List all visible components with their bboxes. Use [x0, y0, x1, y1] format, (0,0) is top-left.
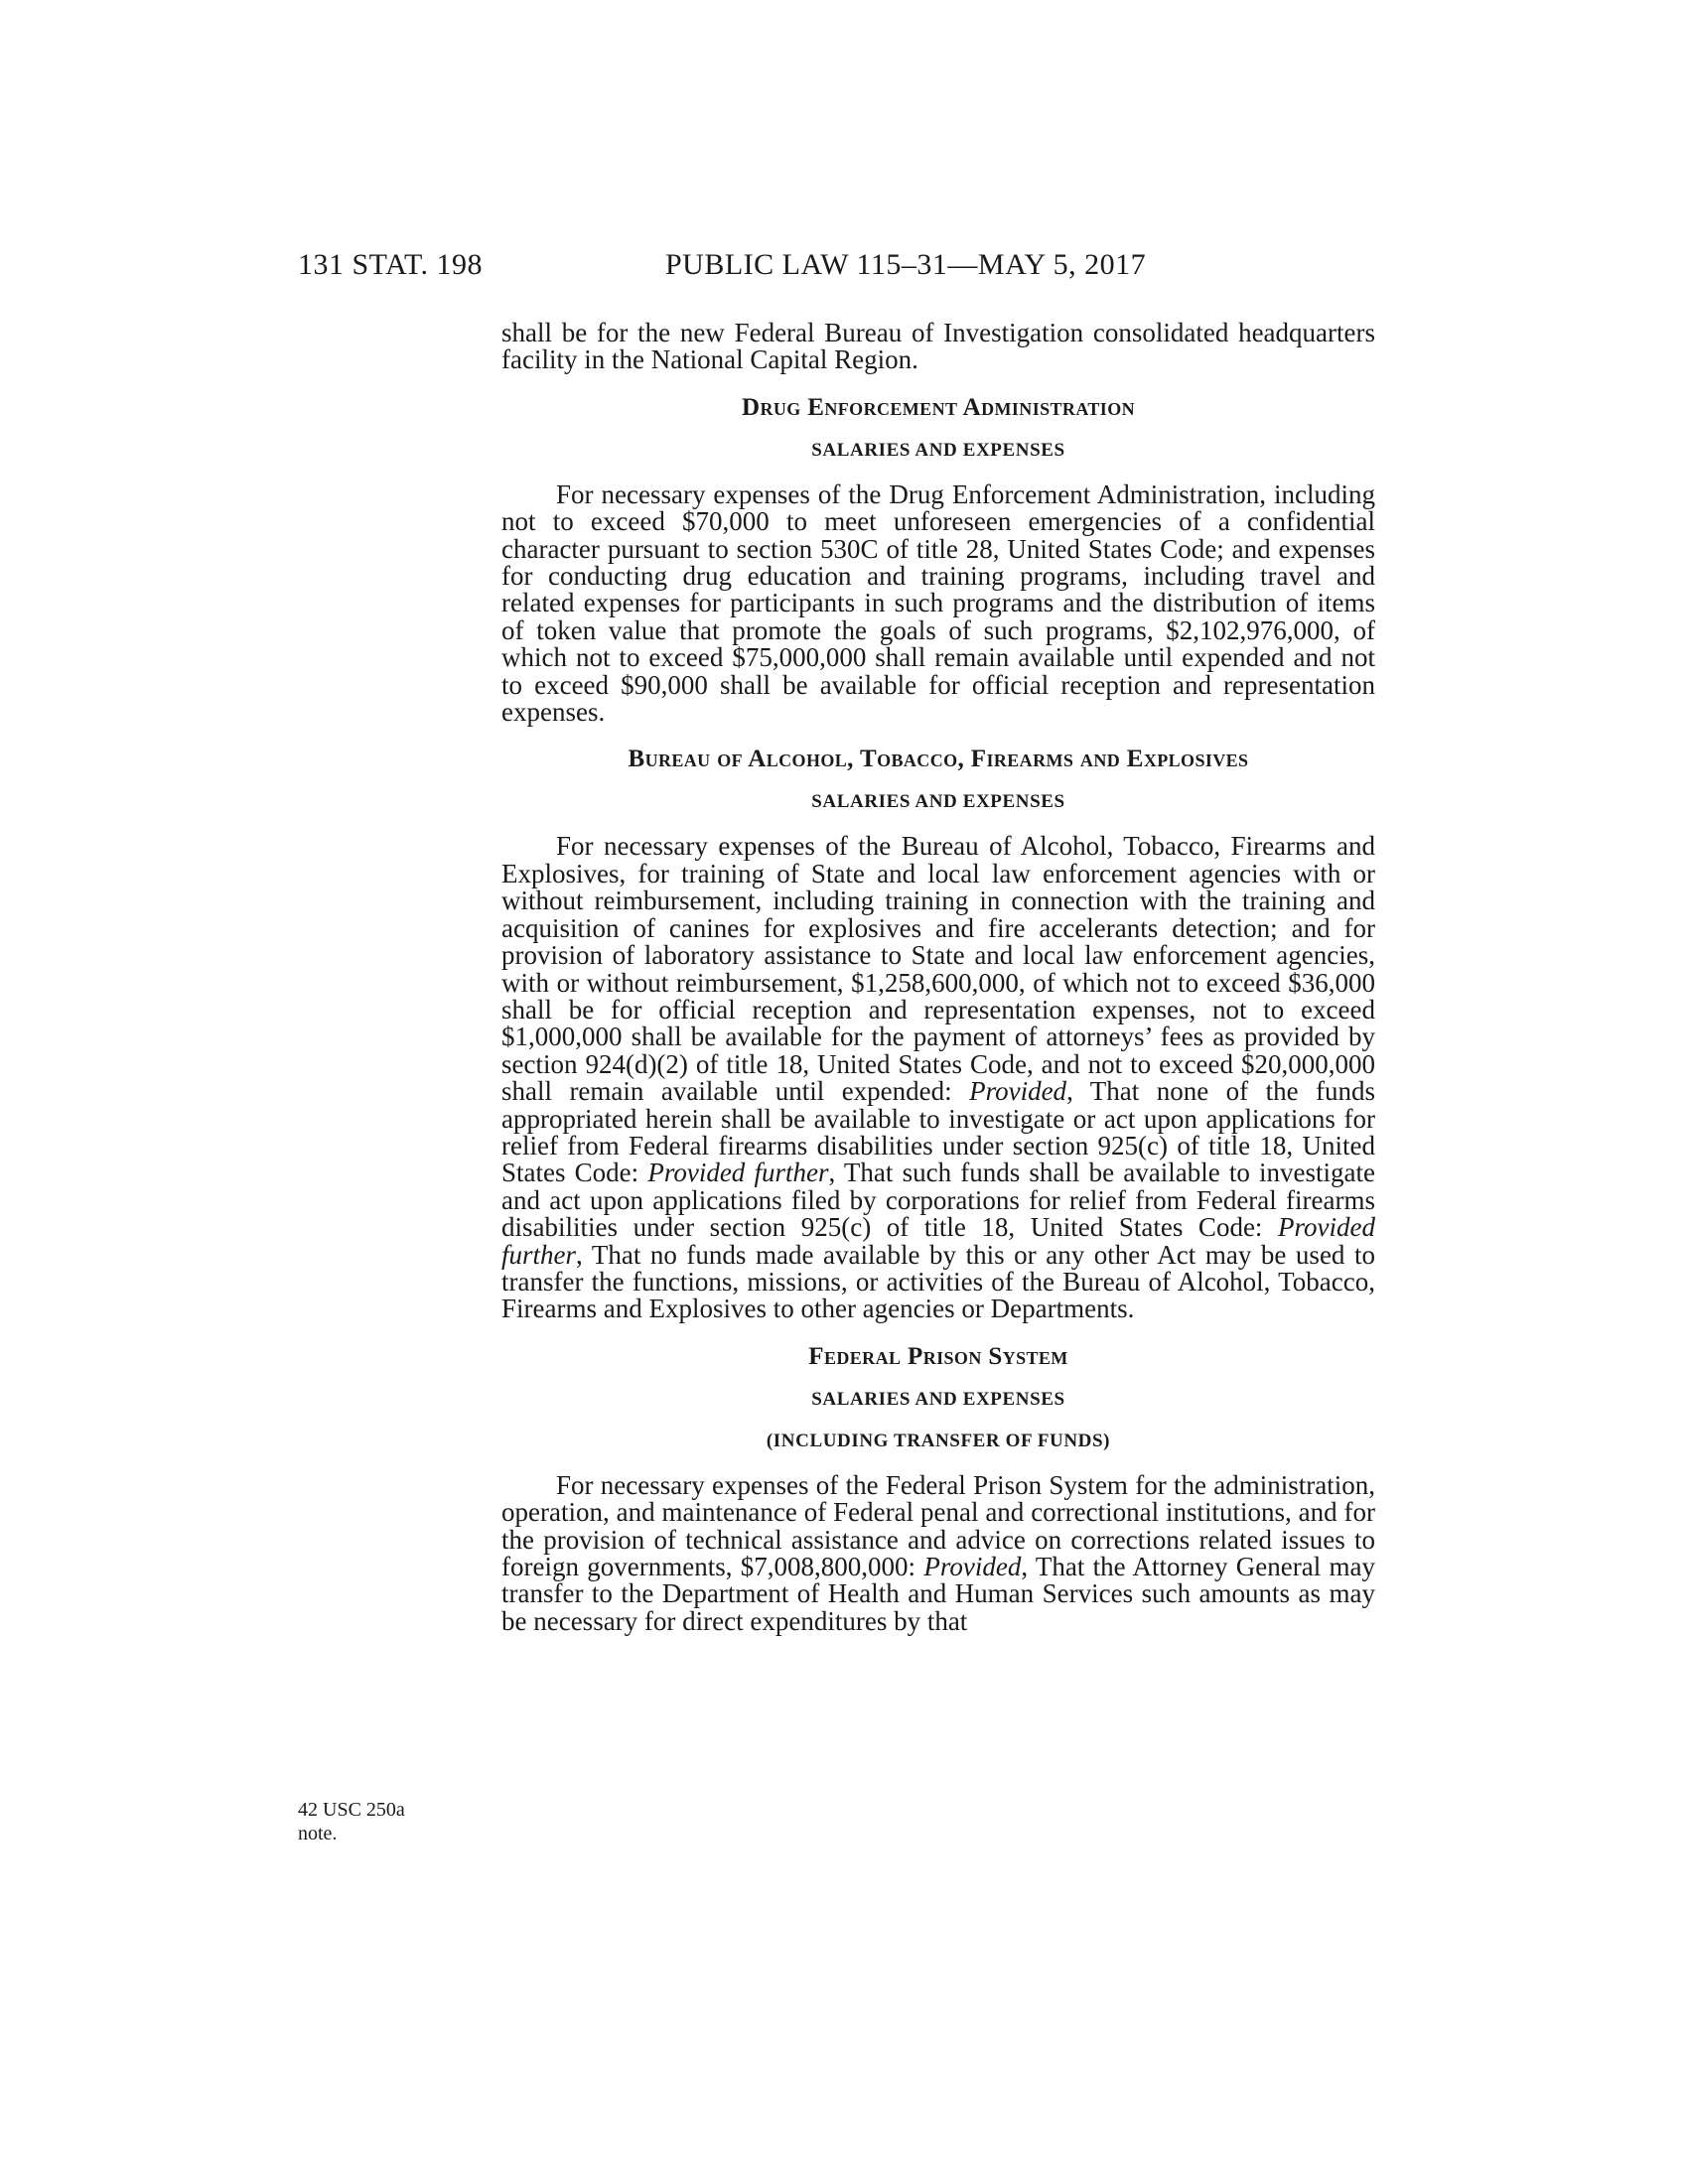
margin-note: [298, 1798, 457, 1845]
bop-proviso-1: Provided: [923, 1552, 1022, 1581]
atf-text-1: For necessary expenses of the Bureau of Alcohol, Tobacco, Firearms and Explosives, for training of State and local law enforcement agencies with or without reimbursement, including training in connection with the training and acquisition of canines for explosives and fire accelerants detection; and for provision of laboratory assistance to State and local law enforcement agencies, with or without reimbursement, $1,258,600,000, of which not to exceed $36,000 shall be for official reception and representation expenses, not to exceed $1,000,000 shall be available for the payment of attorneys’ fees as provided by section 924(d)(2) of title 18, United States Code, and not to exceed $20,000,000 shall remain available until expended:: [501, 831, 1375, 1107]
atf-subheading: SALARIES AND EXPENSES: [811, 791, 1065, 813]
dea-heading: Drug Enforcement Administration: [742, 393, 1135, 421]
margin-note-citation: 42 USC 250a: [298, 1799, 405, 1821]
atf-proviso-1: Provided: [969, 1076, 1067, 1107]
statute-body: [501, 320, 1375, 1635]
bop-subheading: SALARIES AND EXPENSES: [811, 1388, 1065, 1410]
atf-text-3: , That such funds shall be available to investigate and act upon applications filed by corporations for relief from Federal firearms disabilities under section 925(c) of title 18, United States Code:: [501, 1158, 1376, 1243]
bop-text-1: For necessary expenses of the Federal Prison System for the administration, operation, and maintenance of Federal penal and correctional institutions, and for the provision of technical assistance and advice on corrections related issues to foreign governments, $7,008,800,000:: [501, 1469, 1375, 1581]
dea-subheading: SALARIES AND EXPENSES: [811, 439, 1065, 461]
dea-paragraph: For necessary expenses of the Drug Enforcement Administration, including not to exceed $70,000 to meet unforeseen emergencies of a confidential character pursuant to section 530C of title 28, United States Code; and expenses for conducting drug education and training programs, including travel and related expenses for participants in such programs and the distribution of items of token value that promote the goals of such programs, $2,102,976,000, of which not to exceed $75,000,000 shall remain available until expended and not to exceed $90,000 shall be available for official reception and representation expenses.: [501, 478, 1375, 728]
atf-text-4: , That no funds made available by this or any other Act may be used to transfer the functions, missions, or activities of the Bureau of Alcohol, Tobacco, Firearms and Explosives to other agencies or Departments.: [501, 1239, 1375, 1324]
atf-paragraph: [501, 833, 1375, 1322]
running-head: [298, 248, 1390, 288]
atf-heading: Bureau of Alcohol, Tobacco, Firearms and Explosives: [628, 746, 1249, 773]
continuation-paragraph: shall be for the new Federal Bureau of Investigation consolidated headquarters facility in the National Capital Region.: [501, 318, 1375, 375]
bop-transfer-subheading: (INCLUDING TRANSFER OF FUNDS): [766, 1430, 1111, 1451]
margin-note-suffix: note.: [298, 1823, 338, 1844]
atf-proviso-3: Provided further: [501, 1212, 1375, 1270]
atf-proviso-2: Provided further: [647, 1158, 829, 1188]
public-law-title: PUBLIC LAW 115–31—MAY 5, 2017: [665, 248, 1147, 281]
bop-paragraph: [501, 1469, 1375, 1636]
stat-citation: 131 STAT. 198: [298, 248, 484, 281]
bop-heading: Federal Prison System: [808, 1342, 1068, 1370]
bop-text-2: , That the Attorney General may transfer to the Department of Health and Human Services such amounts as may be necessary for direct expenditures by that: [501, 1552, 1375, 1636]
atf-text-2: , That none of the funds appropriated herein shall be available to investigate or act upon applications for relief from Federal firearms disabilities under section 925(c) of title 18, United States Code:: [501, 1076, 1375, 1188]
